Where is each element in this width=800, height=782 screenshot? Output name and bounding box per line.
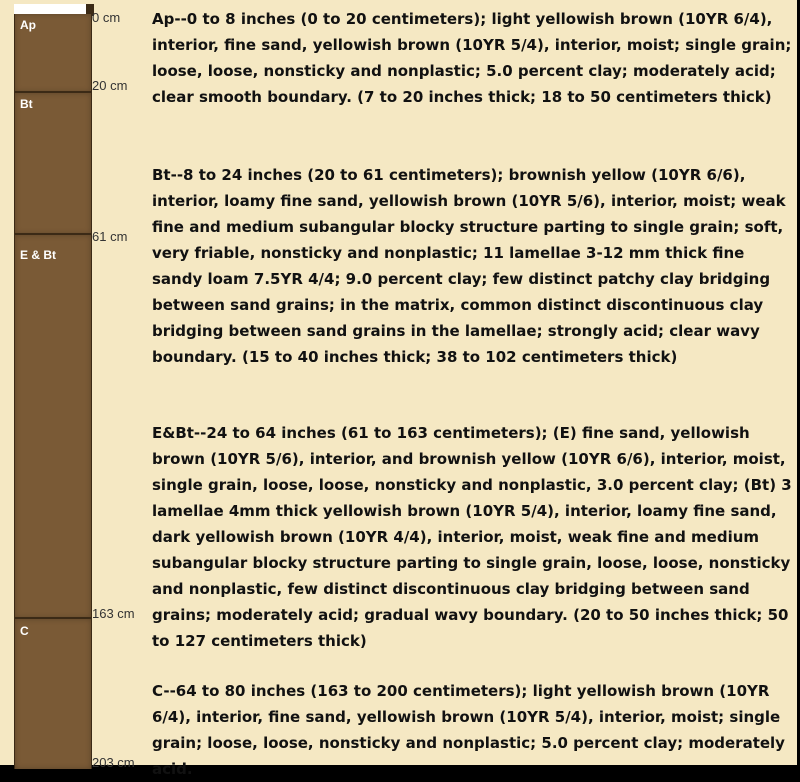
description-c: C--64 to 80 inches (163 to 200 centimeters); light yellowish brown (10YR 6/4), interior, fine sand, yellowish brown (10YR 5/4), interior, moist; single grain; loose, loose, nonsticky and nonplastic; 5.0 percent clay; moderately acid. [152,682,785,778]
depth-marker-203cm: 203 cm [92,755,135,770]
layer-label-bt: Bt [20,97,33,111]
layer-ebt-block [14,235,92,618]
layer-bt-block [14,93,92,234]
layer-label-c: C [20,624,29,638]
depth-marker-61cm: 61 cm [92,229,128,244]
layer-label-ap: Ap [20,18,36,32]
depth-marker-20cm: 20 cm [92,78,128,93]
depth-marker-163cm: 163 cm [92,606,135,621]
description-ap: Ap--0 to 8 inches (0 to 20 centimeters); light yellowish brown (10YR 6/4), interior, fine sand, yellowish brown (10YR 5/4), interior, moist; single grain; loose, loose, nonsticky and nonplastic; 5.0 percent clay; moderately acid; clear smooth boundary. (7 to 20 inches thick; 18 to 50 centimeters thick) [152,10,792,106]
depth-marker-0cm: 0 cm [92,10,121,25]
description-bt: Bt--8 to 24 inches (20 to 61 centimeters); brownish yellow (10YR 6/6), interior, loamy fine sand, yellowish brown (10YR 5/6), interior, moist; weak fine and medium subangular blocky structure parting to single grain; soft, very friable, nonsticky and nonplastic; 11 lamellae 3-12 mm thick fine sandy loam 7.5YR 4/4; 9.0 percent clay; few distinct patchy clay bridging between sand grains; in the matrix, common distinct discontinuous clay bridging between sand grains in the lamellae; strongly acid; clear wavy boundary. (15 to 40 inches thick; 38 to 102 centimeters thick) [152,166,786,366]
description-ebt: E&Bt--24 to 64 inches (61 to 163 centimeters); (E) fine sand, yellowish brown (10YR 5/6), interior, and brownish yellow (10YR 6/6), interior, moist, single grain, loose, loose, nonsticky and nonplastic, 3.0 percent clay; (Bt) 3 lamellae 4mm thick yellowish brown (10YR 5/4), interior, loamy fine sand, dark yellowish brown (10YR 4/4), interior, moist, weak fine and medium subangular blocky structure parting to single grain, loose, loose, nonsticky and nonplastic, few distinct discontinuous clay bridging between sand grains; moderately acid; gradual wavy boundary. (20 to 50 inches thick; 50 to 127 centimeters thick) [152,424,792,650]
layer-c-block [14,619,92,769]
layer-label-ebt: E & Bt [20,248,56,262]
